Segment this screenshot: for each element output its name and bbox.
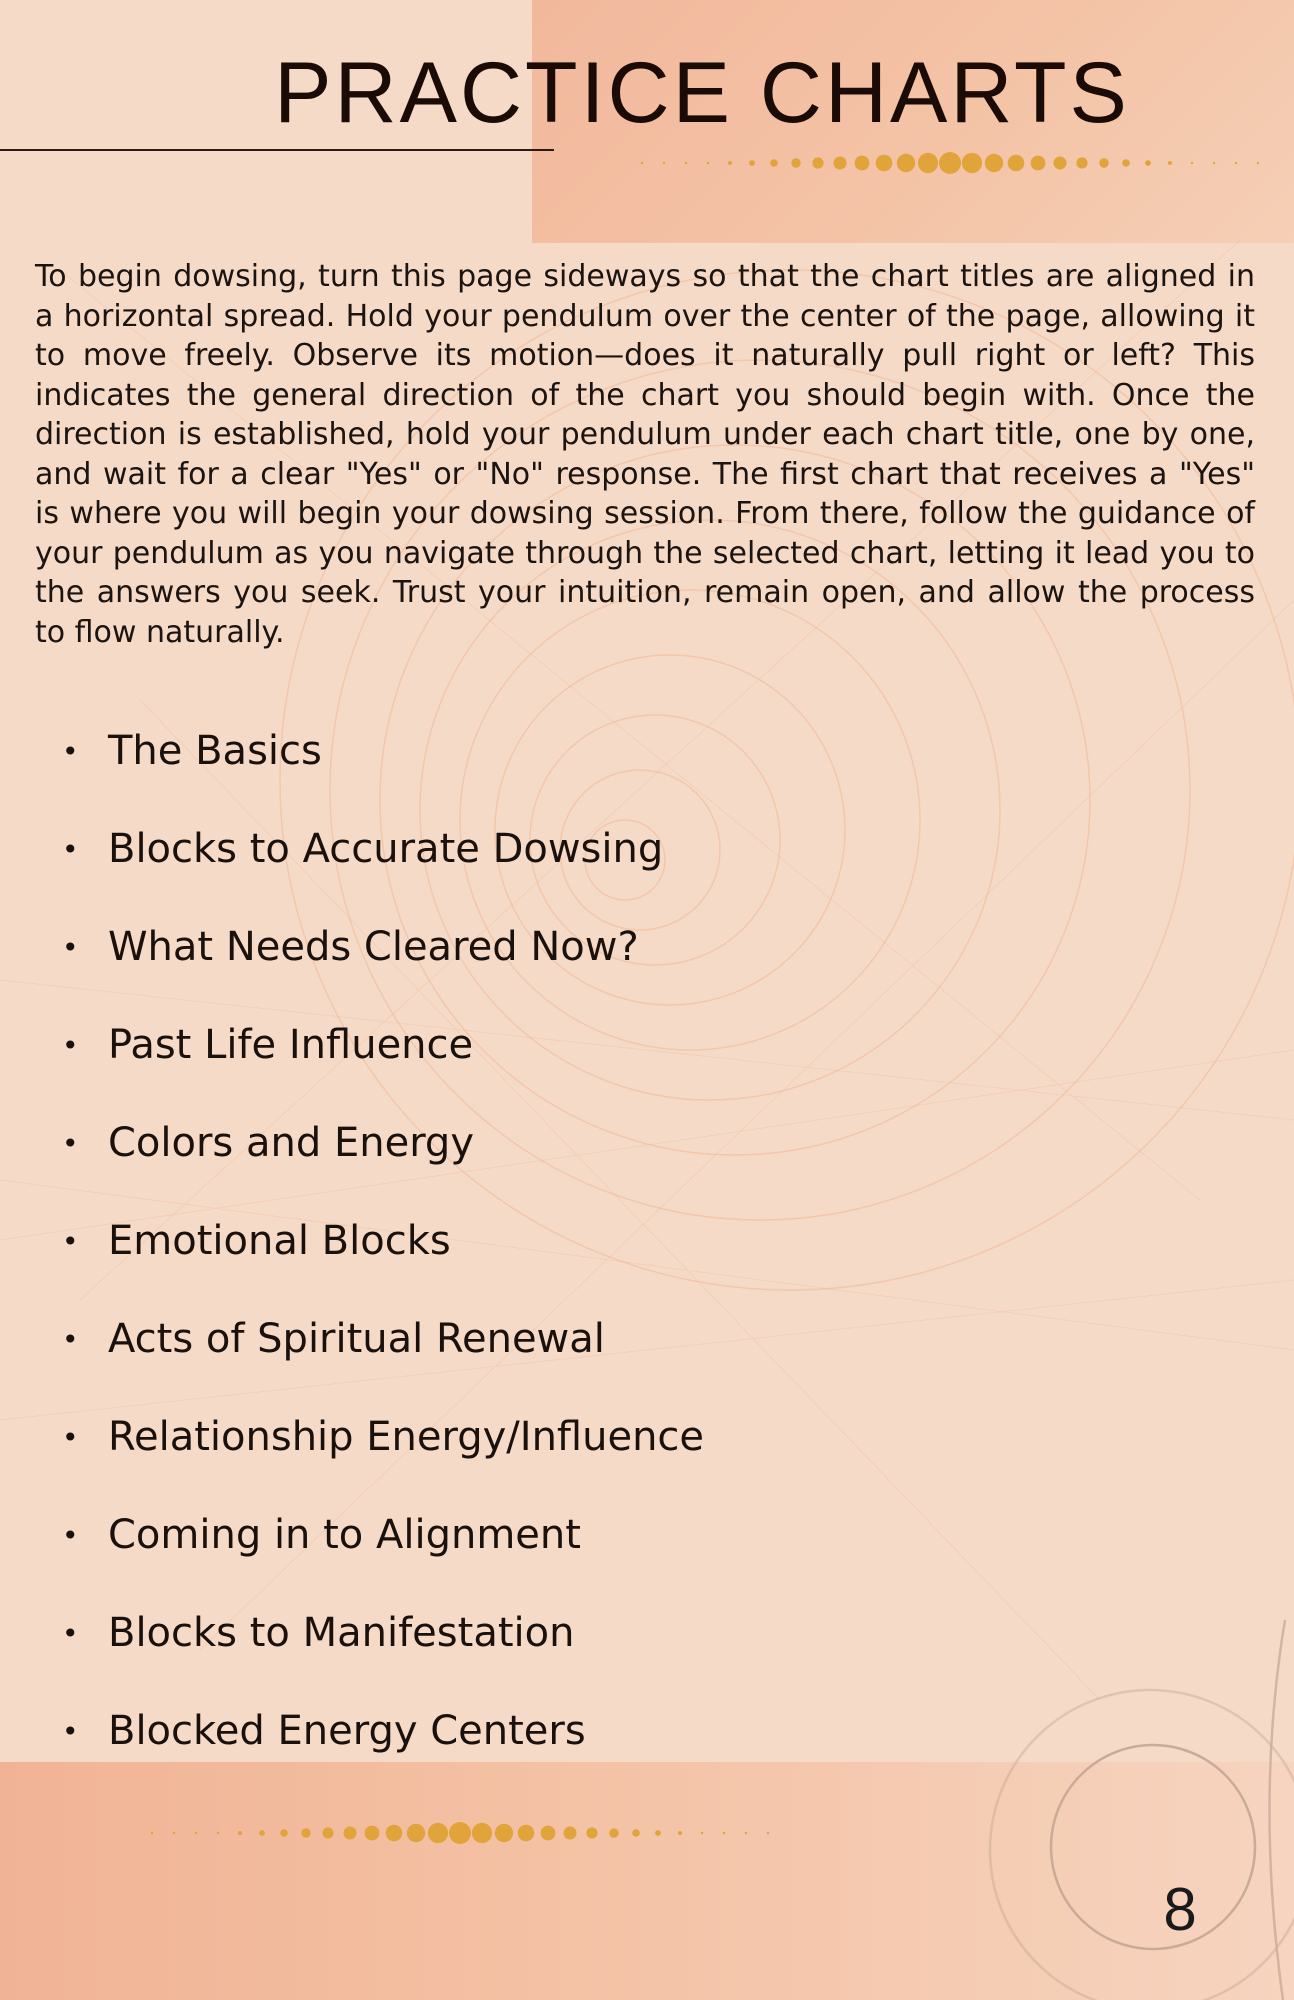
bullet-icon: • xyxy=(62,1028,79,1062)
bullet-icon: • xyxy=(62,930,79,964)
chart-list-item xyxy=(62,898,962,996)
divider-dot xyxy=(449,1822,471,1844)
divider-dot xyxy=(812,157,823,168)
divider-dot xyxy=(745,1832,747,1834)
divider-dot xyxy=(238,1831,242,1835)
intro-paragraph: To begin dowsing, turn this page sideways so that the chart titles are aligned in a horizontal spread. Hold your pendulum over the center of the page, allowing it to move freely. Observe its motion—does it naturally pull right or left? This indicates the general direction of the chart you should begin with. Once the direction is established, hold your pendulum under each chart title, one by one, and wait for a clear "Yes" or "No" response. The first chart that receives a "Yes" is where you will begin your dowsing session. From there, follow the guidance of your pendulum as you navigate through the selected chart, letting it lead you to the answers you seek. Trust your intuition, remain open, and allow the process to flow naturally. xyxy=(35,259,1255,650)
divider-dot xyxy=(1076,157,1087,168)
divider-dot xyxy=(1191,162,1193,164)
divider-dot xyxy=(791,158,800,167)
page-title: PRACTICE CHARTS xyxy=(274,45,1130,141)
divider-dot xyxy=(564,1827,577,1840)
bullet-icon: • xyxy=(62,832,79,866)
divider-dot xyxy=(518,1825,535,1842)
bullet-icon: • xyxy=(62,1616,79,1650)
divider-dot xyxy=(1008,155,1025,172)
chart-list-item xyxy=(62,1290,962,1388)
divider-dot xyxy=(472,1823,492,1843)
divider-dot xyxy=(1099,158,1108,167)
divider-dot xyxy=(301,1828,310,1837)
divider-dot xyxy=(685,162,687,164)
divider-dot xyxy=(428,1823,448,1843)
chart-title: Blocks to Accurate Dowsing xyxy=(108,826,664,872)
chart-list-item xyxy=(62,702,962,800)
divider-dot xyxy=(365,1826,380,1841)
divider-dot xyxy=(386,1825,403,1842)
bullet-icon: • xyxy=(62,1518,79,1552)
divider-dot xyxy=(151,1832,153,1834)
divider-dot xyxy=(632,1829,640,1837)
chart-list-item xyxy=(62,996,962,1094)
divider-dot xyxy=(259,1830,265,1836)
chart-list-item xyxy=(62,1192,962,1290)
bottom-dot-divider xyxy=(150,1818,770,1848)
overlapping-circles-decoration xyxy=(990,1690,1294,2000)
divider-dot xyxy=(1122,159,1130,167)
page-number: 8 xyxy=(1163,1876,1197,1943)
divider-dot xyxy=(939,152,961,174)
bullet-icon: • xyxy=(62,1322,79,1356)
divider-dot xyxy=(609,1828,618,1837)
divider-dot xyxy=(344,1827,357,1840)
divider-dot xyxy=(834,157,847,170)
divider-dot xyxy=(195,1832,197,1834)
divider-dot xyxy=(655,1830,661,1836)
divider-dot xyxy=(407,1824,425,1842)
divider-dot xyxy=(723,1832,725,1834)
chart-list-item xyxy=(62,1486,962,1584)
chart-title: Acts of Spiritual Renewal xyxy=(108,1316,605,1362)
divider-dot xyxy=(770,159,778,167)
divider-dot xyxy=(1235,162,1237,164)
chart-title: What Needs Cleared Now? xyxy=(108,924,639,970)
divider-dot xyxy=(1054,157,1067,170)
chart-title: Emotional Blocks xyxy=(108,1218,451,1264)
title-underline xyxy=(0,149,554,151)
divider-dot xyxy=(855,156,870,171)
divider-dot xyxy=(728,161,732,165)
divider-dot xyxy=(586,1827,597,1838)
divider-dot xyxy=(918,153,938,173)
divider-dot xyxy=(897,154,915,172)
divider-dot xyxy=(1213,162,1215,164)
chart-title: Coming in to Alignment xyxy=(108,1512,581,1558)
chart-title: Past Life Influence xyxy=(108,1022,474,1068)
bullet-icon: • xyxy=(62,734,79,768)
divider-dot xyxy=(767,1832,769,1834)
divider-dot xyxy=(1257,162,1259,164)
chart-title: Colors and Energy xyxy=(108,1120,474,1166)
chart-title: Blocks to Manifestation xyxy=(108,1610,575,1656)
divider-dot xyxy=(1168,161,1172,165)
divider-dot xyxy=(280,1829,288,1837)
divider-dot xyxy=(678,1831,682,1835)
bullet-icon: • xyxy=(62,1224,79,1258)
divider-dot xyxy=(985,154,1003,172)
chart-title: The Basics xyxy=(108,728,322,774)
divider-dot xyxy=(641,162,643,164)
divider-dot xyxy=(1145,160,1151,166)
chart-list-item xyxy=(62,1584,962,1682)
chart-list xyxy=(62,702,962,1780)
chart-list-item xyxy=(62,1094,962,1192)
divider-dot xyxy=(663,162,665,164)
divider-dot xyxy=(701,1832,703,1834)
bullet-icon: • xyxy=(62,1420,79,1454)
divider-dot xyxy=(876,155,893,172)
divider-dot xyxy=(749,160,755,166)
divider-dot xyxy=(1031,156,1046,171)
chart-title: Relationship Energy/Influence xyxy=(108,1414,705,1460)
divider-dot xyxy=(217,1832,219,1834)
curved-line-decoration xyxy=(1269,1620,1285,2000)
chart-list-item xyxy=(62,800,962,898)
divider-dot xyxy=(173,1832,175,1834)
divider-dot xyxy=(322,1827,333,1838)
bullet-icon: • xyxy=(62,1126,79,1160)
chart-list-item xyxy=(62,1388,962,1486)
divider-dot xyxy=(495,1824,513,1842)
divider-dot xyxy=(707,162,709,164)
chart-list-item xyxy=(62,1682,962,1780)
divider-dot xyxy=(962,153,982,173)
bullet-icon: • xyxy=(62,1714,79,1748)
divider-dot xyxy=(541,1826,556,1841)
top-dot-divider xyxy=(640,148,1260,178)
chart-title: Blocked Energy Centers xyxy=(108,1708,586,1754)
